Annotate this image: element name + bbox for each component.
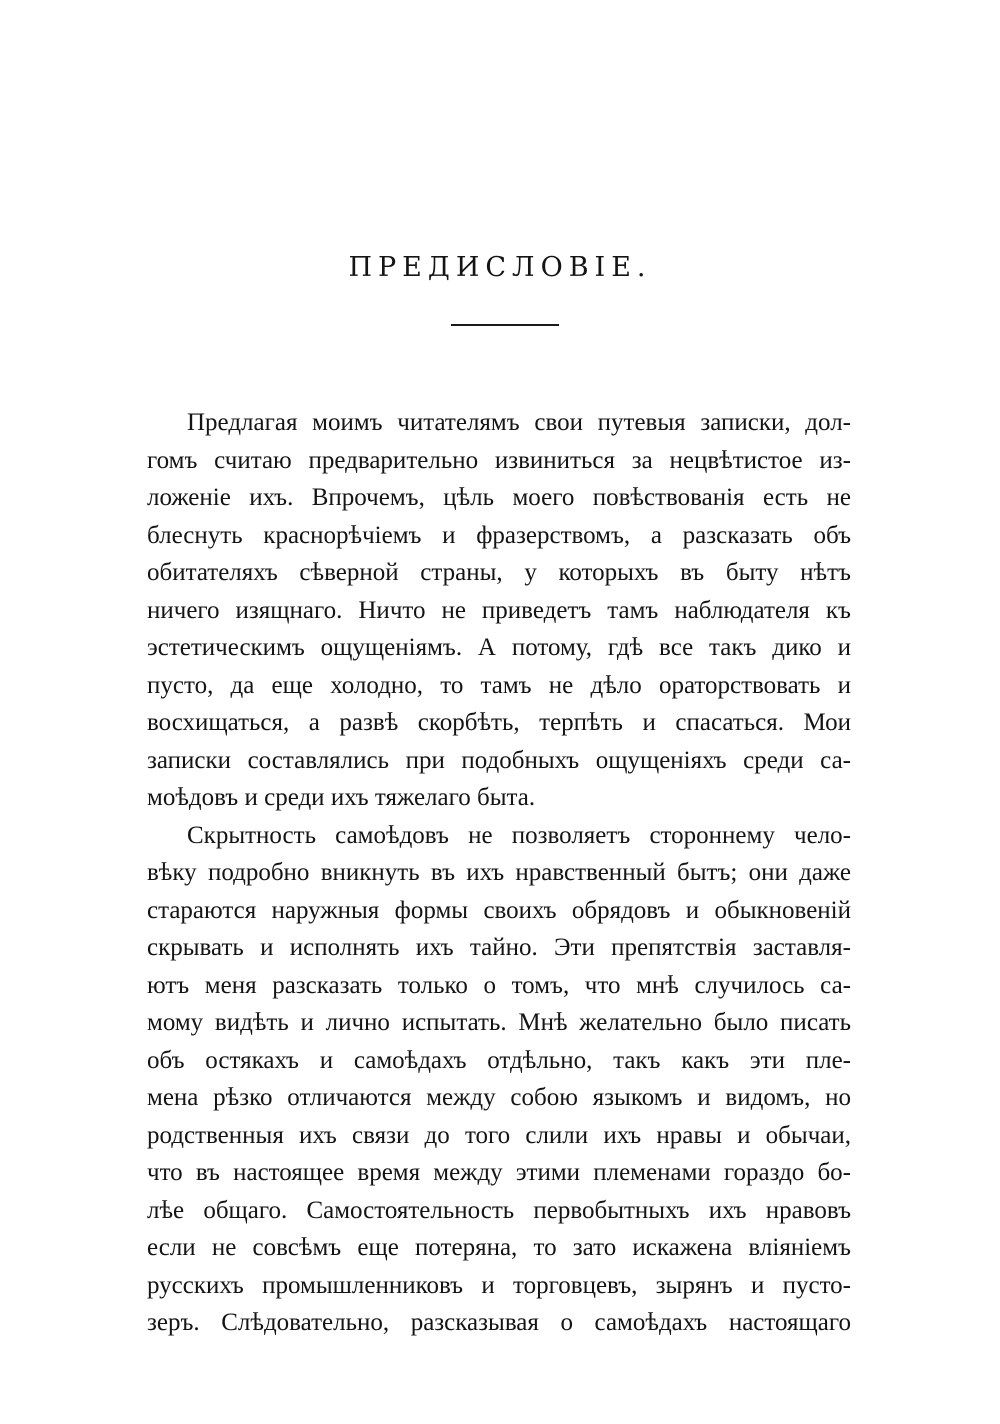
text-line: обитателяхъ сѣверной страны, у которыхъ въ быту нѣтъ: [147, 559, 851, 586]
text-line: вѣку подробно вникнуть въ ихъ нравственный бытъ; они даже: [147, 859, 851, 886]
text-line: мому видѣть и лично испытать. Мнѣ желательно было писать: [147, 1009, 851, 1036]
text-line: Предлагая моимъ читателямъ свои путевыя записки, дол-: [187, 409, 851, 436]
text-line: если не совсѣмъ еще потеряна, то зато искажена вліяніемъ: [147, 1234, 851, 1261]
text-line: ютъ меня разсказать только о томъ, что мнѣ случилось са-: [147, 971, 851, 999]
text-line: объ остякахъ и самоѣдахъ отдѣльно, такъ какъ эти пле-: [147, 1046, 851, 1074]
text-line: скрывать и исполнять ихъ тайно. Эти препятствія заставля-: [147, 934, 851, 961]
text-line: Скрытность самоѣдовъ не позволяетъ стороннему чело-: [187, 821, 851, 849]
text-line: эстетическимъ ощущеніямъ. А потому, гдѣ все такъ дико и: [147, 634, 851, 661]
text-line: записки составлялись при подобныхъ ощущеніяхъ среди са-: [147, 746, 851, 774]
text-line: что въ настоящее время между этими племенами гораздо бо-: [147, 1159, 851, 1186]
text-line: родственныя ихъ связи до того слили ихъ нравы и обычаи,: [147, 1121, 851, 1149]
text-line: зеръ. Слѣдовательно, разсказывая о самоѣдахъ настоящаго: [147, 1309, 851, 1336]
text-line: русскихъ промышленниковъ и торговцевъ, зырянъ и пусто-: [147, 1271, 851, 1299]
text-line: гомъ считаю предварительно извиниться за нецвѣтистое из-: [147, 446, 851, 474]
page-title: ПРЕДИСЛОВІЕ.: [348, 252, 652, 283]
text-line: блеснуть краснорѣчіемъ и фразерствомъ, а разсказать объ: [147, 521, 851, 549]
text-line: ложеніе ихъ. Впрочемъ, цѣль моего повѣствованія есть не: [147, 484, 851, 511]
text-line: пусто, да еще холодно, то тамъ не дѣло ораторствовать и: [147, 671, 851, 699]
title-rule-divider: [451, 324, 559, 326]
text-line: мена рѣзко отличаются между собою языкомъ и видомъ, но: [147, 1084, 851, 1111]
text-line: восхищаться, а развѣ скорбѣть, терпѣть и спасаться. Мои: [147, 709, 851, 736]
text-line: лѣе общаго. Самостоятельность первобытныхъ ихъ нравовъ: [147, 1196, 851, 1224]
text-line: ничего изящнаго. Ничто не приведетъ тамъ наблюдателя къ: [147, 596, 851, 624]
text-line: моѣдовъ и среди ихъ тяжелаго быта.: [147, 784, 536, 811]
text-line: стараются наружныя формы своихъ обрядовъ и обыкновеній: [147, 896, 851, 924]
body-text: [147, 404, 851, 1342]
